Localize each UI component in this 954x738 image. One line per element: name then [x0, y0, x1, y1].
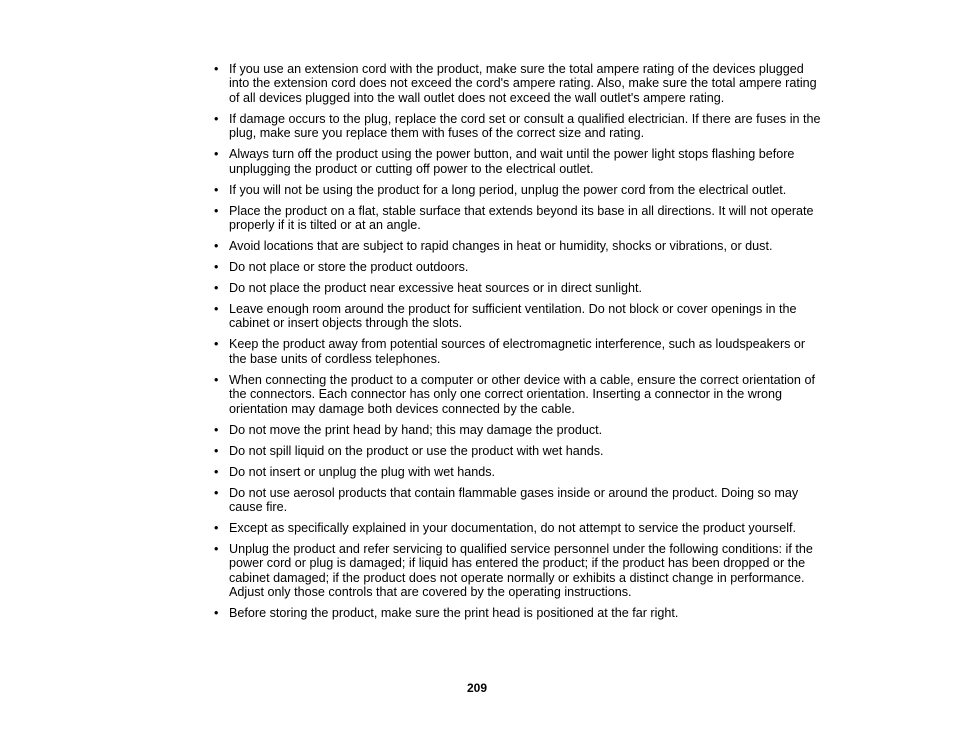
list-item: [213, 62, 825, 105]
bullet-icon: •: [214, 62, 219, 76]
list-item-text: If damage occurs to the plug, replace the cord set or consult a qualified electrician. If there are fuses in the plug, make sure you replace them with fuses of the correct size and rating.: [229, 111, 821, 141]
list-item-text: Always turn off the product using the power button, and wait until the power light stops flashing before unplugging the product or cutting off power to the electrical outlet.: [229, 147, 795, 176]
list-item: [213, 112, 825, 141]
page-number: 209: [466, 681, 488, 695]
list-item: [213, 183, 825, 197]
list-item-text: When connecting the product to a computer or other device with a cable, ensure the correct orientation of the connectors. Each connector has only one correct orientation. Inserting a connector in the wrong orientation may damage both devices connected by the cable.: [229, 372, 815, 416]
list-item-text: Except as specifically explained in your documentation, do not attempt to service the product yourself.: [229, 521, 797, 536]
list-item: [213, 606, 825, 620]
list-item-text: Place the product on a flat, stable surface that extends beyond its base in all directions. It will not operate properly if it is tilted or at an angle.: [229, 203, 814, 233]
list-item: [213, 302, 825, 331]
list-item: [213, 465, 825, 479]
list-item: [213, 281, 825, 295]
bullet-icon: •: [214, 443, 219, 458]
list-item-text: Do not insert or unplug the plug with wet hands.: [229, 464, 496, 479]
list-item-text: If you use an extension cord with the product, make sure the total ampere rating of the devices plugged into the extension cord does not exceed the cord's ampere rating. Also, make sure the total ampere rating of all devices plugged into the wall outlet does not exceed the wall outlet's ampere rating.: [229, 62, 817, 105]
list-item: [213, 337, 825, 366]
list-item: [213, 423, 825, 437]
safety-instructions-content: [213, 62, 825, 627]
list-item-text: If you will not be using the product for a long period, unplug the power cord from the electrical outlet.: [229, 182, 787, 197]
bullet-icon: •: [214, 147, 219, 162]
list-item-text: Do not spill liquid on the product or use the product with wet hands.: [229, 443, 604, 458]
list-item-text: Keep the product away from potential sources of electromagnetic interference, such as loudspeakers or the base units of cordless telephones.: [229, 337, 806, 366]
list-item-text: Avoid locations that are subject to rapid changes in heat or humidity, shocks or vibrations, or dust.: [229, 239, 773, 254]
bullet-icon: •: [214, 422, 219, 437]
list-item-text: Unplug the product and refer servicing to qualified service personnel under the following conditions: if the power cord or plug is damaged; if liquid has entered the product; if the product has been dropped or the cabinet damaged; if the product does not operate normally or exhibits a distinct change in performance. Adjust only those controls that are covered by the operating instructions.: [229, 542, 813, 600]
list-item: [213, 521, 825, 535]
bullet-icon: •: [214, 111, 219, 126]
list-item: [213, 444, 825, 458]
list-item-text: Do not place or store the product outdoors.: [229, 260, 469, 275]
bullet-icon: •: [214, 337, 219, 352]
bullet-icon: •: [214, 302, 219, 317]
bullet-icon: •: [214, 239, 219, 254]
safety-bullet-list: [213, 62, 825, 621]
bullet-icon: •: [214, 372, 219, 387]
bullet-icon: •: [214, 182, 219, 197]
list-item-text: Leave enough room around the product for sufficient ventilation. Do not block or cover openings in the cabinet or insert objects through the slots.: [229, 302, 797, 331]
list-item: [213, 486, 825, 515]
list-item-text: Before storing the product, make sure the print head is positioned at the far right.: [229, 606, 679, 621]
list-item-text: Do not place the product near excessive heat sources or in direct sunlight.: [229, 281, 643, 296]
bullet-icon: •: [214, 606, 219, 621]
list-item: [213, 542, 825, 600]
list-item: [213, 260, 825, 274]
bullet-icon: •: [214, 521, 219, 536]
list-item: [213, 147, 825, 176]
list-item-text: Do not move the print head by hand; this may damage the product.: [229, 422, 603, 437]
bullet-icon: •: [214, 260, 219, 275]
bullet-icon: •: [214, 464, 219, 479]
list-item: [213, 239, 825, 253]
bullet-icon: •: [214, 203, 219, 218]
bullet-icon: •: [214, 485, 219, 500]
bullet-icon: •: [214, 281, 219, 296]
list-item: [213, 204, 825, 233]
bullet-icon: •: [214, 542, 219, 557]
list-item: [213, 373, 825, 416]
list-item-text: Do not use aerosol products that contain flammable gases inside or around the product. Doing so may cause fire.: [229, 485, 799, 515]
